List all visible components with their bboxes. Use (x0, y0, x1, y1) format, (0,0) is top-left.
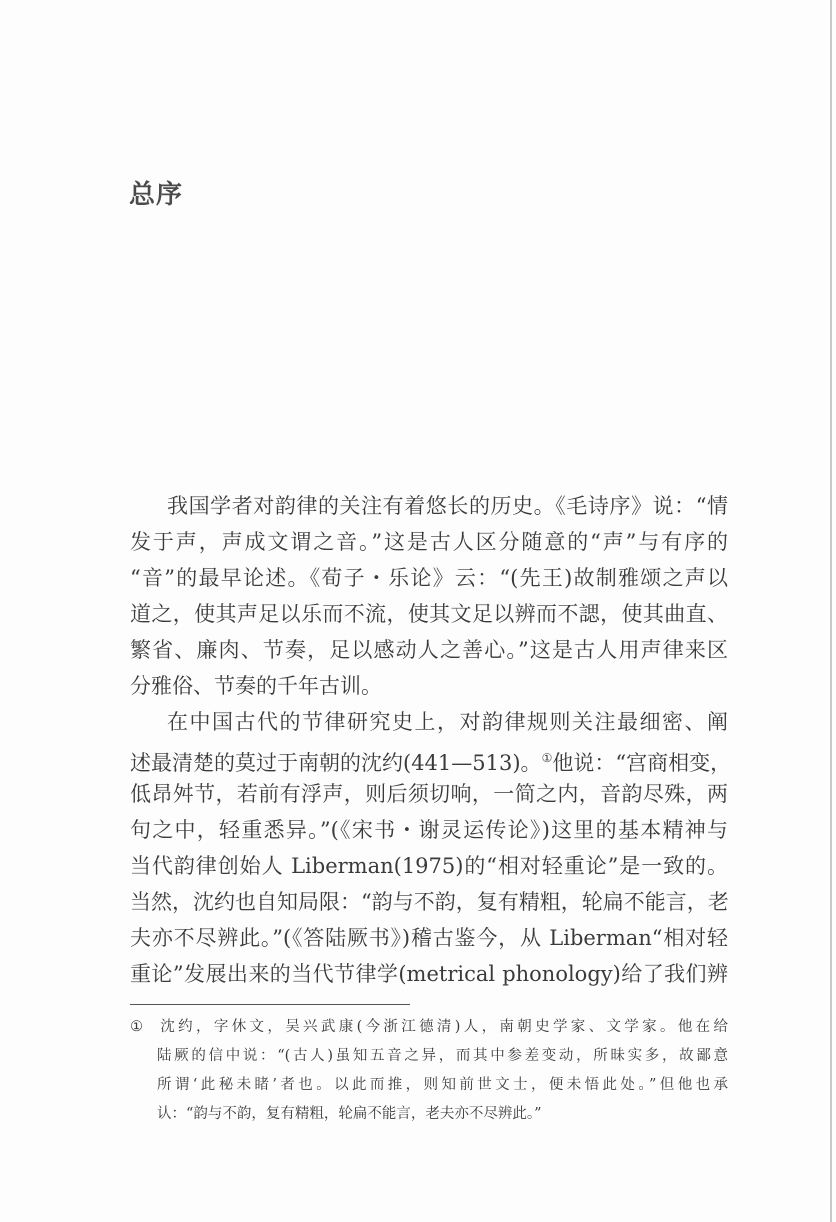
body-line: 繁省、廉肉、节奏，足以感动人之善心。”这是古人用声律来区 (130, 638, 728, 662)
body-line: 当代韵律创始人 Liberman(1975)的“相对轻重论”是一致的。 (130, 854, 728, 878)
footnote-line: 陆厥的信中说：“(古人)虽知五音之异，而其中参差变动，所昧实多，故鄙意 (157, 1048, 728, 1064)
footnote-text: 沈约，字休文，吴兴武康(今浙江德清)人，南朝史学家、文学家。他在给 (157, 1019, 728, 1035)
scan-edge (830, 0, 832, 1222)
page-title: 总序 (129, 180, 184, 210)
body-line: 道之，使其声足以乐而不流，使其文足以辨而不諰，使其曲直、 (130, 602, 728, 626)
body-line (130, 740, 732, 776)
body-line: 夫亦不尽辨此。”(《答陆厥书》)稽古鉴今，从 Liberman“相对轻 (130, 926, 728, 950)
body-line: 在中国古代的节律研究史上，对韵律规则关注最细密、阐 (167, 710, 728, 734)
footnote-line: 认：“韵与不韵，复有精粗，轮扁不能言，老夫亦不尽辨此。” (157, 1106, 542, 1122)
body-line: 句之中，轻重悉异。”(《宋书・谢灵运传论》)这里的基本精神与 (130, 818, 728, 842)
footnote-divider (130, 1004, 410, 1005)
footnote-line (130, 1013, 728, 1042)
body-line: 当然，沈约也自知局限：“韵与不韵，复有精粗，轮扁不能言，老 (130, 890, 729, 914)
body-line: 低昂舛节，若前有浮声，则后须切响，一简之内，音韵尽殊，两 (130, 782, 728, 806)
body-line: 分雅俗、节奏的千年古训。 (130, 674, 382, 698)
body-text (130, 488, 732, 992)
body-line-part: 他说：“宫商相变， (552, 751, 732, 775)
body-line-part: 述最清楚的莫过于南朝的沈约(441—513)。 (130, 751, 542, 775)
body-line: 发于声，声成文谓之音。”这是古人区分随意的“声”与有序的 (130, 530, 728, 554)
footnote-reference[interactable]: ① (541, 751, 553, 765)
body-line: 我国学者对韵律的关注有着悠长的历史。《毛诗序》说：“情 (167, 494, 728, 518)
body-line: “音”的最早论述。《荀子・乐论》云：“(先王)故制雅颂之声以 (130, 566, 728, 590)
body-line: 重论”发展出来的当代节律学(metrical phonology)给了我们辨 (130, 962, 728, 986)
footnote-line: 所谓‘此秘未睹’者也。以此而推，则知前世文士，便未悟此处。”但他也承 (157, 1077, 728, 1093)
footnote (130, 1013, 728, 1129)
footnote-marker: ① (130, 1019, 143, 1035)
